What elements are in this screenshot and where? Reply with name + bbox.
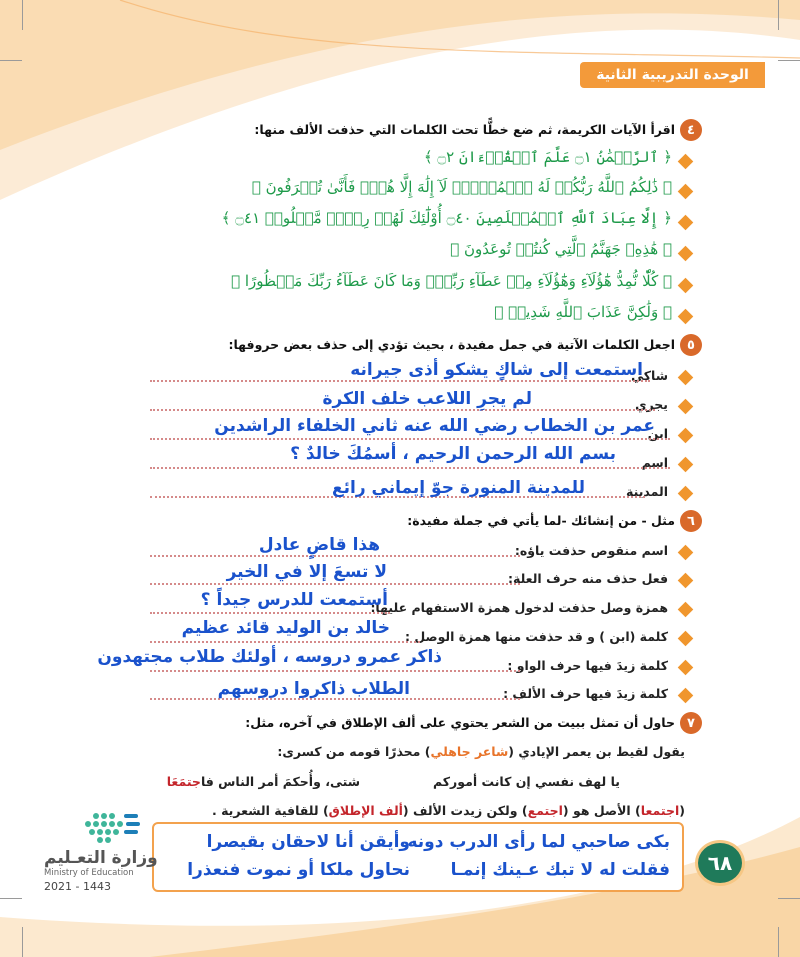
word-label: شاكي (631, 368, 668, 383)
bullet-icon (678, 486, 694, 502)
crop-mark (0, 60, 22, 61)
crop-mark (22, 0, 23, 30)
answer-line (150, 583, 520, 585)
word-label: المدينة (626, 484, 668, 499)
question-number-4: ٤ (680, 119, 702, 141)
answer-text: لم يجرِ اللاعب خلف الكرة (322, 389, 532, 409)
answer-line (150, 670, 520, 672)
page-number: ٦٨ (695, 840, 745, 886)
answer-line (150, 409, 655, 411)
answer-line (150, 380, 650, 382)
answer-text: لا تسعَ إلا في الخير (226, 562, 387, 582)
poem-line-2-first-half: فقلت له لا تبك عـينك إنمـا (450, 860, 670, 880)
crop-mark (22, 927, 23, 957)
verse-second-half (167, 774, 360, 789)
poem-line-1-first-half: بكى صاحبي لما رأى الدرب دونه (407, 832, 670, 852)
bullet-icon (678, 573, 694, 589)
item-label: كلمة (ابن ) و قد حذفت منها همزة الوصل : (404, 629, 668, 644)
note-word-ijtamaa: اجتمعا (640, 803, 680, 818)
verse-4: ﴿ هَٰذِهِۦ جَهَنَّمُ ٱلَّتِي كُنتُمۡ تُوعَدُونَ ﴾ (450, 240, 672, 258)
question-7-instruction: حاول أن تمثل ببيت من الشعر يحتوي على ألف الإطلاق في آخره، مثل: (245, 715, 675, 730)
item-label: اسم منقوص حذفت ياؤه: (514, 543, 668, 558)
verse-second-half-a: شتى، وأُحكمَ أمر الناس فا (200, 774, 360, 789)
crop-mark (778, 927, 779, 957)
bullet-icon (678, 309, 694, 325)
answer-line (150, 467, 670, 469)
question-6-instruction: مثل - من إنشائك -لما يأتي في جملة مفيدة: (407, 513, 675, 528)
answer-text: أستمعت للدرس جيداً ؟ (200, 590, 388, 610)
bullet-icon (678, 399, 694, 415)
note-word-ijtamaa-root: اجتمع (527, 803, 563, 818)
answer-text: للمدينة المنورة جوّ إيماني رائع (332, 478, 585, 498)
verse-rhyme-word: جتمَعَا (166, 774, 201, 789)
crop-mark (778, 898, 800, 899)
note-part: ) للقافية الشعرية . (211, 803, 329, 818)
bullet-icon (678, 246, 694, 262)
item-label: همزة وصل حذفت لدخول همزة الاستفهام عليها: (370, 600, 668, 615)
question-4-instruction: اقرأ الآيات الكريمة، ثم ضع خطًّا تحت الكلمات التي حذفت الألف منها: (254, 122, 675, 137)
unit-title-banner: الوحدة التدريبية الثانية (580, 62, 765, 88)
answer-text: استمعت إلى شاكٍ يشكو أذى جيرانه (350, 360, 643, 380)
bullet-icon (678, 457, 694, 473)
answer-line (150, 438, 670, 440)
verse-1: ﴿ ٱلرَّحۡمَٰنُ ۝١ عَلَّمَ ٱلۡقُرۡءَانَ ۝٢ ﴾ (423, 148, 672, 166)
item-label: كلمة زيدَ فيها حرف الألف : (503, 686, 668, 701)
crop-mark (0, 898, 22, 899)
item-label: فعل حذف منه حرف العلة: (508, 571, 668, 586)
note-word-alif-itlaq: ألف الإطلاق (328, 803, 403, 818)
question-number-7: ٧ (680, 712, 702, 734)
answer-poem-box (152, 822, 684, 892)
answer-text: بسم الله الرحمن الرحيم ، أسمُكَ خالدٌ ؟ (290, 444, 616, 464)
word-label: يجري (635, 397, 668, 412)
answer-line (150, 612, 390, 614)
bullet-icon (678, 688, 694, 704)
bullet-icon (678, 428, 694, 444)
crop-mark (778, 60, 800, 61)
answer-line (150, 555, 520, 557)
ministry-name-arabic: وزارة التعـليم (44, 848, 158, 868)
verse-5: ﴿ كُلّٗا نُّمِدُّ هَٰٓؤُلَآءِ وَهَٰٓؤُلَآءِ مِنۡ عَطَآءِ رَبِّكَۚ وَمَا كَانَ عَطَآءُ رَبِّكَ مَحۡظُورًا ﴾ (231, 272, 672, 290)
word-label: ابن (647, 426, 668, 441)
poet-intro (277, 744, 685, 759)
item-label: كلمة زيدَ فيها حرف الواو : (507, 658, 668, 673)
verse-2: ﴿ ذَٰلِكُمُ ٱللَّهُ رَبُّكُمۡ لَهُ ٱلۡمُلۡكُۖ لَآ إِلَٰهَ إِلَّا هُوَۖ فَأَنَّىٰ تُصۡرَفُونَ ﴾ (251, 178, 672, 196)
explanation-note (212, 803, 685, 818)
crop-mark (778, 0, 779, 30)
bullet-icon (678, 278, 694, 294)
answer-text: الطلاب ذاكروا دروسهم (217, 679, 410, 699)
poem-line-1-second-half: وأيقن أنا لاحقان بقيصرا (206, 832, 410, 852)
answer-text: هذا قاضٍ عادل (258, 535, 380, 555)
verse-6: ﴿ وَلَٰكِنَّ عَذَابَ ٱللَّهِ شَدِيدٞ ﴾ (494, 303, 672, 321)
word-label: اسم (641, 455, 668, 470)
poet-intro-a: يقول لقيط بن يعمر الإيادي ( (508, 744, 685, 759)
answer-line (150, 641, 420, 643)
poet-description: شاعر جاهلي (430, 744, 509, 759)
answer-text: عمر بن الخطاب رضي الله عنه ثاني الخلفاء الراشدين (214, 416, 655, 436)
question-number-5: ٥ (680, 334, 702, 356)
answer-text: خالد بن الوليد قائد عظيم (181, 618, 390, 638)
ministry-name-english: Ministry of Education (44, 868, 134, 878)
bullet-icon (678, 660, 694, 676)
verse-first-half: يا لهف نفسي إن كانت أموركم (432, 774, 620, 789)
poem-line-2-second-half: نحاول ملكا أو نموت فنعذرا (187, 860, 410, 880)
bullet-icon (678, 631, 694, 647)
note-part: ) الأصل هو ( (562, 803, 641, 818)
note-part: ( (679, 803, 685, 818)
poet-intro-b: ) محذرًا قومه من كسرى: (277, 744, 431, 759)
question-number-6: ٦ (680, 510, 702, 532)
bullet-icon (678, 370, 694, 386)
note-part: ) ولكن زيدت الألف ( (402, 803, 528, 818)
bullet-icon (678, 545, 694, 561)
question-5-instruction: اجعل الكلمات الآتية في جمل مفيدة ، بحيث تؤدي إلى حذف بعض حروفها: (228, 337, 675, 352)
bullet-icon (678, 602, 694, 618)
answer-text: ذاكر عمرو دروسه ، أولئك طلاب مجتهدون (97, 647, 442, 667)
edition-year: 2021 - 1443 (44, 880, 111, 893)
verse-3: ﴿ إِلَّا عِبَادَ ٱللَّهِ ٱلۡمُخۡلَصِينَ ۝٤٠ أُوْلَٰٓئِكَ لَهُمۡ رِزۡقٞ مَّعۡلُومٞ ۝٤١ ﴾ (221, 209, 672, 227)
